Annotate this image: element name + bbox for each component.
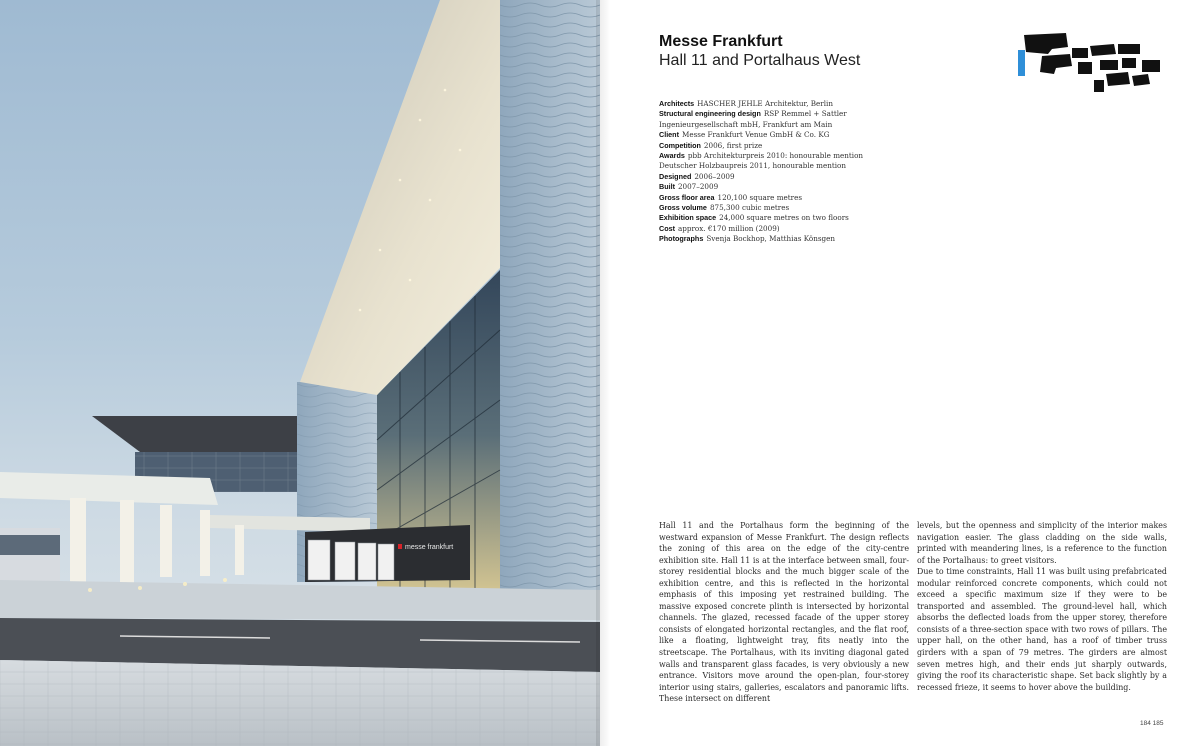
fact-line bbox=[659, 120, 959, 130]
fact-key: Awards bbox=[659, 151, 685, 161]
body-text-column-2 bbox=[917, 520, 1167, 693]
body-paragraph: Due to time constraints, Hall 11 was built using prefabricated modular reinforced concrete components, which could not exceed a specific maximum size if they were to be transported and assembled. The ground-level hall, which absorbs the deflected loads from the upper storey, therefore consists of a three-section space with two rows of pillars. The upper hall, on the other hand, has a roof of timber truss girders with a span of 79 metres. The girders are almost seven metres high, and their ends jut sharply outwards, giving the roof its characteristic shape. Set back slightly by a recessed frieze, it seems to hover above the building. bbox=[917, 567, 1167, 692]
fact-value: 875,300 cubic metres bbox=[709, 203, 790, 213]
page-title: Messe Frankfurt bbox=[659, 33, 783, 50]
fact-key: Exhibition space bbox=[659, 213, 717, 223]
page-numbers: 184 185 bbox=[1140, 720, 1164, 727]
fact-key: Gross floor area bbox=[659, 192, 715, 202]
body-paragraph: Hall 11 and the Portalhaus form the beginning of the westward expansion of Messe Frankfurt. The design reflects the zoning of this area on the edge of the city-centre exhibition site. Hall 11 is at the interface between small, four-storey residential blocks and the much bigger scale of the exhibition centre, and this is reflected in the horizontal emphasis of this imposing yet restrained building. The massive exposed concrete plinth is intersected by horizontal channels. The glazed, recessed facade of the upper storey consists of elongated horizontal rectangles, and the flat roof, like a floating, lightweight tray, fits neatly into the streetscape. The Portalhaus, with its inviting diagonal gated walls and transparent glass facades, is very obviously a new entrance. Visitors move around the open-plan, four-storey interior using stairs, galleries, escalators and panoramic lifts. These intersect on different bbox=[659, 521, 909, 704]
body-paragraph: levels, but the openness and simplicity of the interior makes navigation easier. The glass cladding on the side walls, printed with meandering lines, is a reference to the function of the Portalhaus: to greet visitors. bbox=[917, 521, 1167, 565]
fact-value: Deutscher Holzbaupreis 2011, honourable mention bbox=[659, 161, 847, 171]
fact-line bbox=[659, 141, 959, 151]
fact-line bbox=[659, 99, 959, 109]
book-gutter-shadow bbox=[596, 0, 610, 746]
fact-line bbox=[659, 234, 959, 244]
fact-key: Client bbox=[659, 130, 679, 140]
fact-key: Competition bbox=[659, 140, 701, 150]
site-plan-highlight bbox=[1018, 50, 1025, 76]
fact-line bbox=[659, 193, 959, 203]
fact-value: 2006, first prize bbox=[703, 140, 763, 150]
fact-line bbox=[659, 203, 959, 213]
fact-line bbox=[659, 130, 959, 140]
fact-value: pbb Architekturpreis 2010: honourable mention bbox=[687, 151, 864, 161]
fact-key: Photographs bbox=[659, 234, 704, 244]
fact-line bbox=[659, 109, 959, 119]
fact-key: Architects bbox=[659, 99, 695, 108]
fact-value: Ingenieurgesellschaft mbH, Frankfurt am Main bbox=[659, 119, 833, 129]
fact-line bbox=[659, 161, 959, 171]
fact-value: HASCHER JEHLE Architektur, Berlin bbox=[697, 99, 833, 108]
fact-value: 24,000 square metres on two floors bbox=[719, 213, 849, 223]
site-plan-diagram bbox=[1018, 30, 1168, 98]
fact-line bbox=[659, 224, 959, 234]
project-facts bbox=[659, 99, 959, 245]
fact-key: Built bbox=[659, 182, 675, 192]
fact-key: Gross volume bbox=[659, 203, 707, 213]
fact-value: RSP Remmel + Sattler bbox=[763, 109, 847, 119]
fact-value: 120,100 square metres bbox=[717, 192, 803, 202]
fact-line bbox=[659, 151, 959, 161]
fact-line bbox=[659, 213, 959, 223]
entrance-sign-text: messe frankfurt bbox=[405, 544, 454, 551]
fact-value: Messe Frankfurt Venue GmbH & Co. KG bbox=[681, 130, 830, 140]
fact-key: Designed bbox=[659, 171, 692, 181]
fact-value: Svenja Bockhop, Matthias Könsgen bbox=[706, 234, 836, 244]
fact-value: 2007–2009 bbox=[677, 182, 719, 192]
fact-line bbox=[659, 172, 959, 182]
page-subtitle: Hall 11 and Portalhaus West bbox=[659, 52, 861, 69]
fact-key: Cost bbox=[659, 223, 675, 233]
fact-line bbox=[659, 182, 959, 192]
fact-value: approx. €170 million (2009) bbox=[677, 223, 780, 233]
body-text-column-1 bbox=[659, 520, 909, 705]
fact-value: 2006–2009 bbox=[694, 171, 735, 181]
fact-key: Structural engineering design bbox=[659, 109, 761, 119]
